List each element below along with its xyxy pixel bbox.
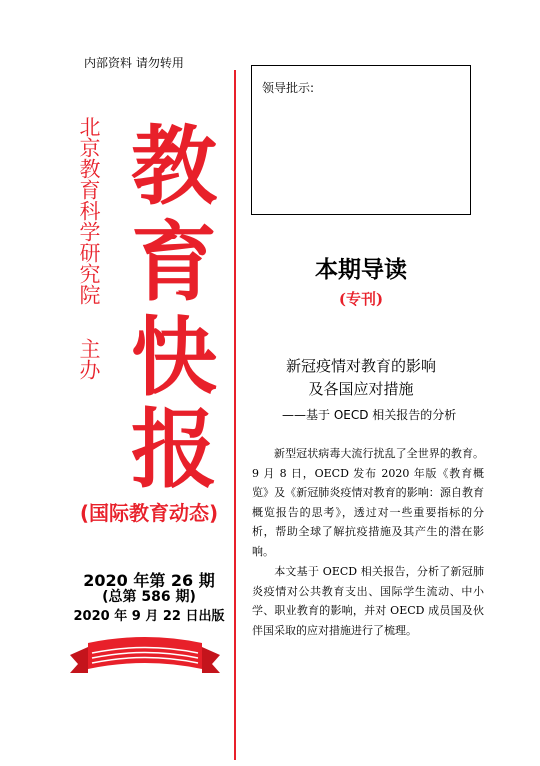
body-paragraph: 本文基于 OECD 相关报告，分析了新冠肺炎疫情对公共教育支出、国际学生流动、中小学、职业教育的影响，并对 OECD 成员国及伙伴国采取的应对措施进行了梳理。	[252, 565, 484, 637]
vertical-divider	[234, 70, 236, 760]
special-issue-label: (专刊)	[338, 290, 384, 308]
approval-label: 领导批示:	[262, 81, 315, 95]
journal-title-char: 育	[131, 213, 217, 313]
ribbon-decoration	[70, 633, 220, 681]
journal-title-char: 教	[131, 117, 217, 217]
journal-title-char: 报	[131, 400, 217, 500]
guide-title: 本期导读	[315, 256, 407, 283]
body-paragraph: 新型冠状病毒大流行扰乱了全世界的教育。9 月 8 日，OECD 发布 2020 年版《教育概览》及《新冠肺炎疫情对教育的影响：源自教育概览报告的思考》，透过对一些重要指标的分析，帮助全球了解抗疫措施及其产生的潜在影响。	[252, 447, 484, 558]
publisher-name: 北京教育科学研究院	[77, 116, 101, 305]
distribution-notice: 内部资料 请勿转用	[84, 56, 184, 70]
article-subtitle: ——基于 OECD 相关报告的分析	[282, 408, 457, 422]
issue-date: 2020 年 9 月 22 日出版	[73, 609, 225, 624]
article-title: 新冠疫情对教育的影响	[285, 357, 436, 375]
issue-number: 2020 年第 26 期	[83, 571, 215, 590]
publisher-role: 主办	[77, 338, 101, 380]
journal-subtitle: (国际教育动态)	[79, 501, 219, 525]
issue-total: (总第 586 期)	[102, 589, 196, 605]
approval-box	[251, 65, 471, 215]
journal-title-char: 快	[131, 308, 217, 408]
article-title-line2: 及各国应对措施	[308, 380, 414, 398]
